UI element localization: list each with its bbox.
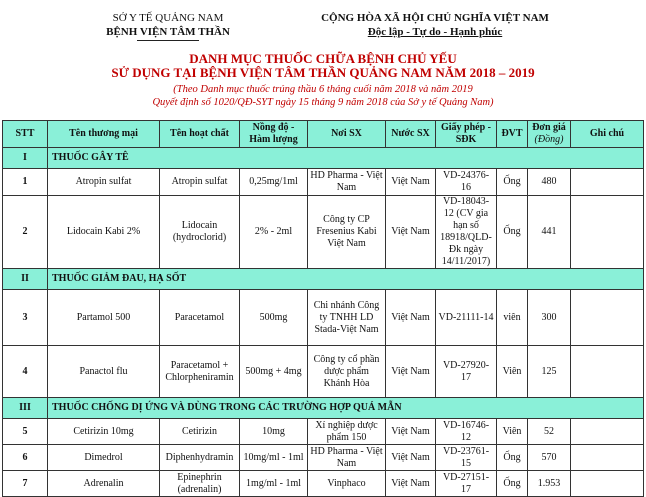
cell-strength: 500mg + 4mg <box>240 346 308 398</box>
nation-title: CỘNG HÒA XÃ HỘI CHỦ NGHĨA VIỆT NAM <box>321 12 549 24</box>
col-header-ingredient: Tên hoạt chất <box>160 121 240 148</box>
table-row <box>3 471 644 497</box>
cell-stt: 7 <box>3 471 48 497</box>
section-title: THUỐC CHỐNG DỊ ỨNG VÀ DÙNG TRONG CÁC TRƯỜNG HỢP QUÁ MẪN <box>48 398 644 419</box>
nation-block <box>300 11 570 39</box>
cell-license: VD-27151-17 <box>436 471 497 497</box>
cell-unit: Ống <box>497 196 528 269</box>
cell-strength: 0,25mg/1ml <box>240 169 308 196</box>
col-header-strength-l1: Nồng độ - <box>252 122 295 133</box>
cell-unit: viên <box>497 290 528 346</box>
cell-ingredient: Paracetamol <box>160 290 240 346</box>
doc-subtitle-line1: (Theo Danh mục thuốc trúng thầu 6 tháng cuối năm 2018 và năm 2019 <box>173 84 473 95</box>
cell-manufacturer: Vinphaco <box>308 471 386 497</box>
section-number: III <box>3 398 48 419</box>
col-header-country: Nước SX <box>386 121 436 148</box>
table-row <box>3 196 644 269</box>
cell-trade-name: Dimedrol <box>48 445 160 471</box>
cell-price: 441 <box>528 196 571 269</box>
cell-manufacturer: Xí nghiệp dược phẩm 150 <box>308 419 386 445</box>
section-row <box>3 148 644 169</box>
cell-note <box>571 419 644 445</box>
issuer-block <box>84 11 252 41</box>
cell-note <box>571 471 644 497</box>
department-name: SỞ Y TẾ QUẢNG NAM <box>112 12 224 24</box>
cell-price: 570 <box>528 445 571 471</box>
cell-ingredient: Cetirizin <box>160 419 240 445</box>
col-header-price-l2: (Đồng) <box>534 134 564 145</box>
cell-unit: Viên <box>497 346 528 398</box>
section-row <box>3 269 644 290</box>
cell-country: Việt Nam <box>386 445 436 471</box>
cell-strength: 10mg <box>240 419 308 445</box>
cell-country: Việt Nam <box>386 419 436 445</box>
cell-trade-name: Adrenalin <box>48 471 160 497</box>
table-row <box>3 419 644 445</box>
cell-stt: 1 <box>3 169 48 196</box>
cell-manufacturer: Công ty cổ phần dược phẩm Khánh Hòa <box>308 346 386 398</box>
cell-ingredient: Epinephrin (adrenalin) <box>160 471 240 497</box>
doc-title-line1: DANH MỤC THUỐC CHỮA BỆNH CHỦ YẾU <box>189 51 457 66</box>
section-number: I <box>3 148 48 169</box>
cell-price: 125 <box>528 346 571 398</box>
cell-trade-name: Atropin sulfat <box>48 169 160 196</box>
col-header-unit: ĐVT <box>497 121 528 148</box>
cell-strength: 10mg/ml - 1ml <box>240 445 308 471</box>
cell-country: Việt Nam <box>386 169 436 196</box>
cell-strength: 500mg <box>240 290 308 346</box>
cell-license: VD-18043-12 (CV gia hạn số 18918/QLD-Đk ngày 14/11/2017) <box>436 196 497 269</box>
cell-country: Việt Nam <box>386 196 436 269</box>
cell-note <box>571 445 644 471</box>
table-row <box>3 346 644 398</box>
cell-manufacturer: HD Pharma - Việt Nam <box>308 169 386 196</box>
cell-price: 52 <box>528 419 571 445</box>
table-row <box>3 445 644 471</box>
cell-ingredient: Lidocain (hydroclorid) <box>160 196 240 269</box>
col-header-price <box>528 121 571 148</box>
section-row <box>3 398 644 419</box>
table-row <box>3 169 644 196</box>
doc-title-line2: SỬ DỤNG TẠI BỆNH VIỆN TÂM THẦN QUẢNG NAM NĂM 2018 – 2019 <box>111 65 535 80</box>
cell-note <box>571 290 644 346</box>
col-header-note: Ghi chú <box>571 121 644 148</box>
col-header-strength <box>240 121 308 148</box>
cell-license: VD-23761-15 <box>436 445 497 471</box>
col-header-stt: STT <box>3 121 48 148</box>
cell-unit: Ống <box>497 471 528 497</box>
cell-license: VD-21111-14 <box>436 290 497 346</box>
section-title: THUỐC GÂY TÊ <box>48 148 644 169</box>
cell-stt: 6 <box>3 445 48 471</box>
cell-strength: 2% - 2ml <box>240 196 308 269</box>
cell-unit: Ống <box>497 169 528 196</box>
cell-unit: Ống <box>497 445 528 471</box>
cell-trade-name: Partamol 500 <box>48 290 160 346</box>
cell-price: 480 <box>528 169 571 196</box>
cell-manufacturer: Chi nhánh Công ty TNHH LD Stada-Việt Nam <box>308 290 386 346</box>
cell-ingredient: Diphenhydramin <box>160 445 240 471</box>
cell-note <box>571 346 644 398</box>
col-header-price-l1: Đơn giá <box>532 122 566 133</box>
section-title: THUỐC GIẢM ĐAU, HẠ SỐT <box>48 269 644 290</box>
col-header-license-l2: SĐK <box>455 134 477 145</box>
cell-manufacturer: Công ty CP Fresenius Kabi Việt Nam <box>308 196 386 269</box>
cell-trade-name: Cetirizin 10mg <box>48 419 160 445</box>
cell-stt: 5 <box>3 419 48 445</box>
cell-stt: 4 <box>3 346 48 398</box>
table-header-row <box>3 121 644 148</box>
cell-unit: Viên <box>497 419 528 445</box>
cell-strength: 1mg/ml - 1ml <box>240 471 308 497</box>
col-header-trade-name: Tên thương mại <box>48 121 160 148</box>
cell-license: VD-27920-17 <box>436 346 497 398</box>
col-header-license-l1: Giấy phép - <box>440 122 491 133</box>
cell-country: Việt Nam <box>386 471 436 497</box>
cell-price: 300 <box>528 290 571 346</box>
cell-stt: 2 <box>3 196 48 269</box>
doc-subtitle-line2: Quyết định số 1020/QĐ-SYT ngày 15 tháng 9 năm 2018 của Sở y tế Quảng Nam) <box>152 97 494 108</box>
cell-price: 1.953 <box>528 471 571 497</box>
cell-ingredient: Atropin sulfat <box>160 169 240 196</box>
cell-manufacturer: HD Pharma - Việt Nam <box>308 445 386 471</box>
cell-stt: 3 <box>3 290 48 346</box>
cell-country: Việt Nam <box>386 290 436 346</box>
section-number: II <box>3 269 48 290</box>
cell-license: VD-24376-16 <box>436 169 497 196</box>
cell-note <box>571 169 644 196</box>
cell-trade-name: Lidocain Kabi 2% <box>48 196 160 269</box>
hospital-name: BỆNH VIỆN TÂM THẦN <box>106 26 230 38</box>
cell-license: VD-16746-12 <box>436 419 497 445</box>
nation-motto: Độc lập - Tự do - Hạnh phúc <box>367 26 503 38</box>
col-header-license <box>436 121 497 148</box>
cell-trade-name: Panactol flu <box>48 346 160 398</box>
cell-ingredient: Paracetamol + Chlorpheniramin <box>160 346 240 398</box>
cell-country: Việt Nam <box>386 346 436 398</box>
drug-table <box>2 120 644 497</box>
col-header-manufacturer: Nơi SX <box>308 121 386 148</box>
issuer-underline <box>137 40 199 41</box>
col-header-strength-l2: Hàm lượng <box>249 134 298 145</box>
table-row <box>3 290 644 346</box>
cell-note <box>571 196 644 269</box>
